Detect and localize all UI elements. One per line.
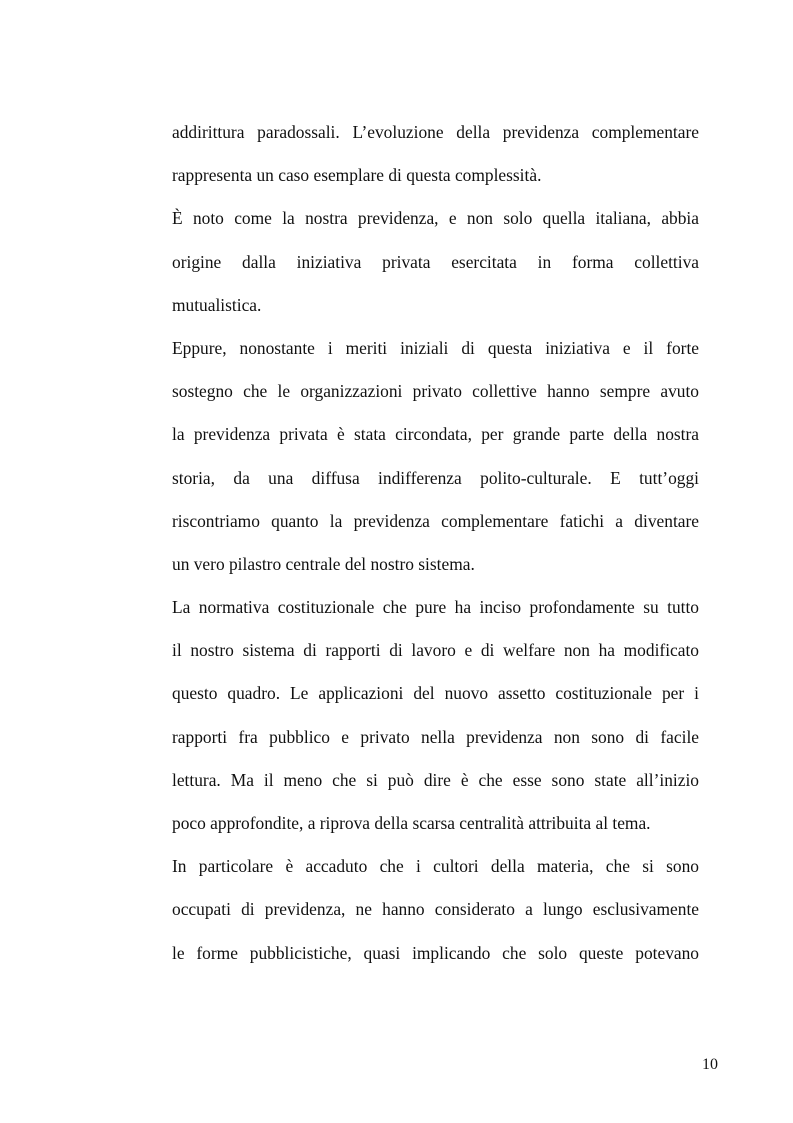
text-line: il nostro sistema di rapporti di lavoro e di welfare non ha modificato bbox=[172, 640, 699, 661]
text-line: storia, da una diffusa indifferenza polito-culturale. E tutt’oggi bbox=[172, 467, 699, 488]
text-line: mutualistica. bbox=[172, 294, 262, 315]
text-line: occupati di previdenza, ne hanno considerato a lungo esclusivamente bbox=[172, 899, 699, 920]
text-line: questo quadro. Le applicazioni del nuovo assetto costituzionale per i bbox=[172, 683, 699, 704]
text-line: le forme pubblicistiche, quasi implicando che solo queste potevano bbox=[172, 942, 699, 963]
text-line: sostegno che le organizzazioni privato collettive hanno sempre avuto bbox=[172, 381, 699, 402]
text-line: un vero pilastro centrale del nostro sistema. bbox=[172, 553, 475, 574]
text-line: origine dalla iniziativa privata esercitata in forma collettiva bbox=[172, 251, 699, 272]
text-line: addirittura paradossali. L’evoluzione della previdenza complementare bbox=[172, 122, 699, 142]
text-line: poco approfondite, a riprova della scarsa centralità attribuita al tema. bbox=[172, 813, 651, 833]
text-line: la previdenza privata è stata circondata, per grande parte della nostra bbox=[172, 424, 699, 445]
text-line: rappresenta un caso esemplare di questa complessità. bbox=[172, 165, 542, 186]
text-line: rapporti fra pubblico e privato nella previdenza non sono di facile bbox=[172, 726, 699, 747]
text-line: In particolare è accaduto che i cultori della materia, che si sono bbox=[172, 856, 699, 877]
text-line: Eppure, nonostante i meriti iniziali di questa iniziativa e il forte bbox=[172, 337, 699, 358]
text-line: È noto come la nostra previdenza, e non solo quella italiana, abbia bbox=[172, 208, 699, 229]
body-text bbox=[172, 114, 699, 978]
page-number: 10 bbox=[702, 1056, 718, 1073]
text-line: riscontriamo quanto la previdenza complementare fatichi a diventare bbox=[172, 510, 699, 531]
text-line: lettura. Ma il meno che si può dire è che esse sono state all’inizio bbox=[172, 769, 699, 790]
text-line: La normativa costituzionale che pure ha inciso profondamente su tutto bbox=[172, 597, 699, 618]
